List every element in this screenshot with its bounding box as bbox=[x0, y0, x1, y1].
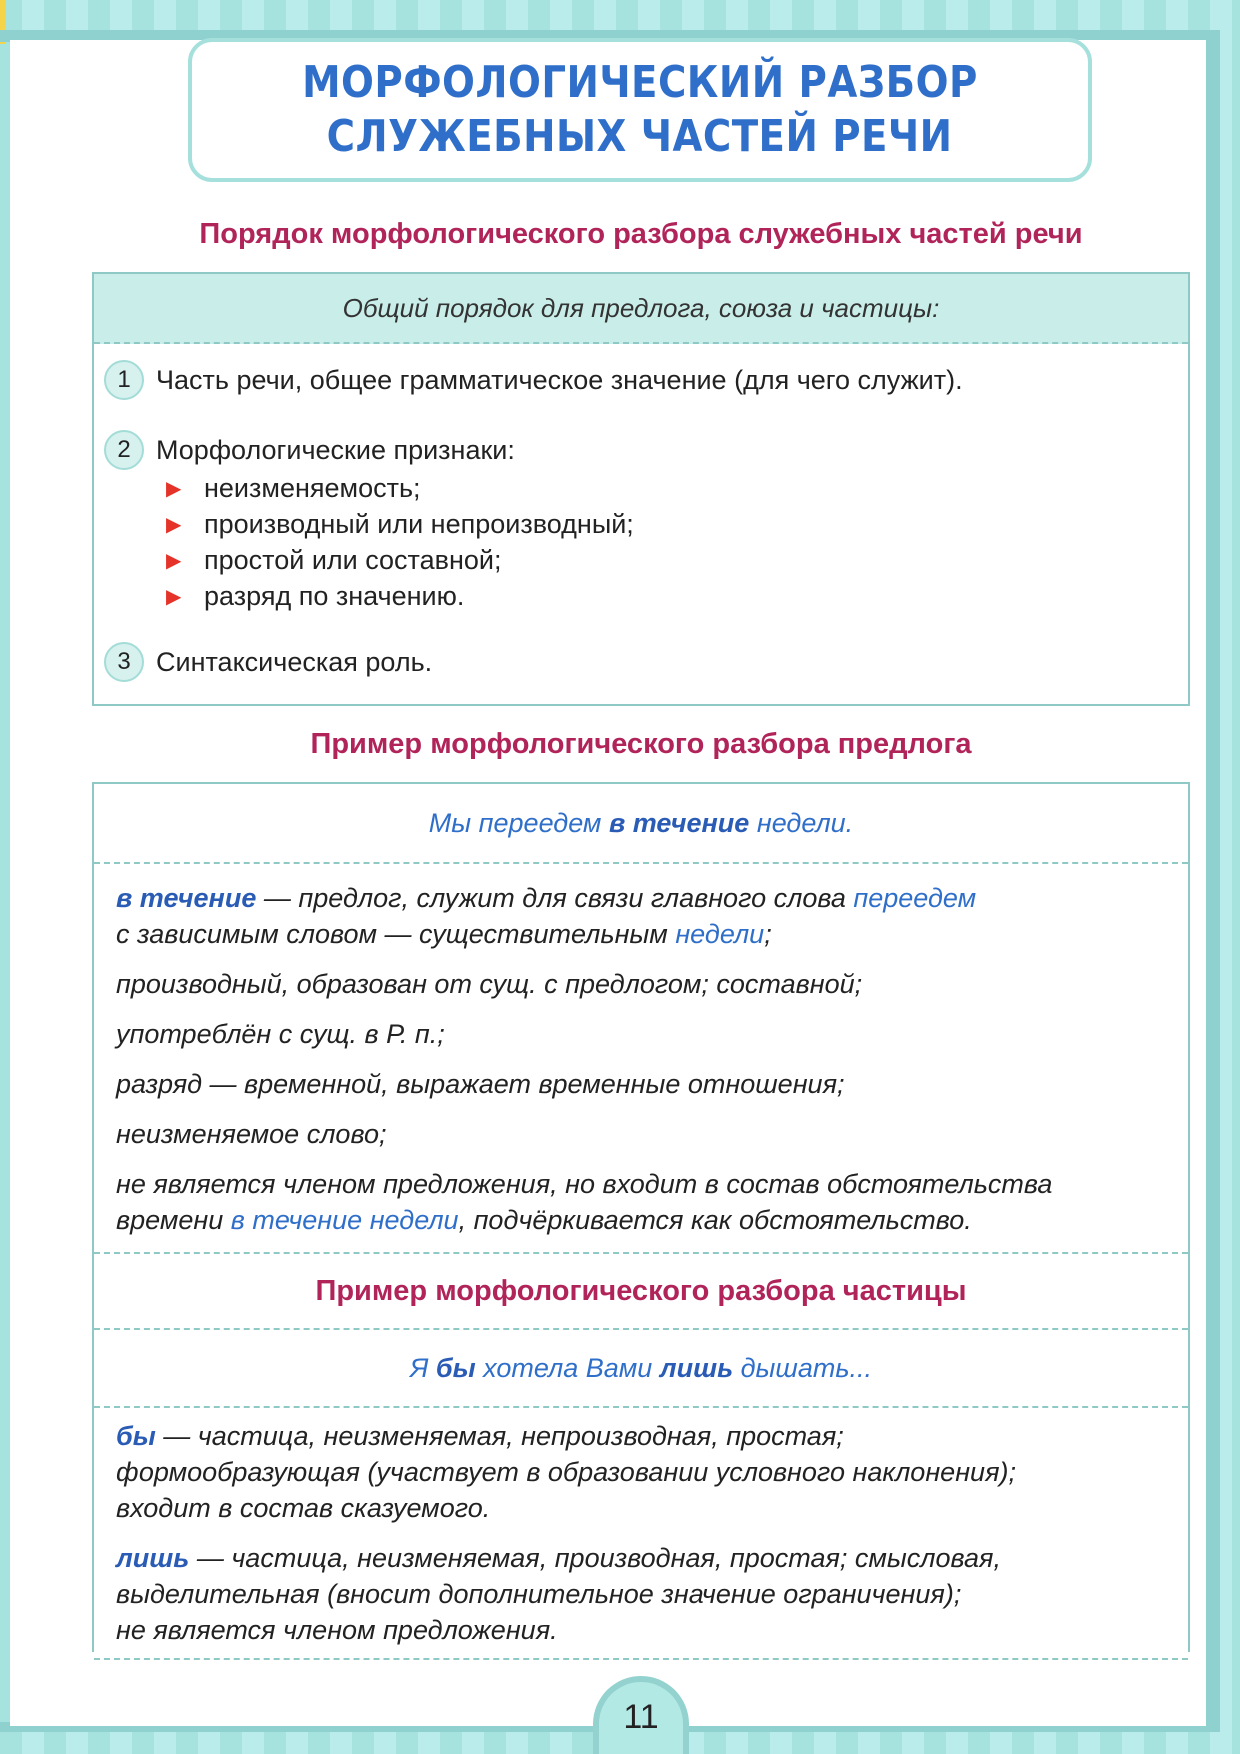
step-1 bbox=[104, 360, 1188, 400]
bullet-item: ▶ неизменяемость; bbox=[166, 472, 421, 503]
particle-example: Я бы хотела Вами лишь дышать... bbox=[94, 1330, 1188, 1408]
particle-heading: Пример морфологического разбора частицы bbox=[94, 1254, 1188, 1330]
preposition-example: Мы переедем в течение недели. bbox=[94, 784, 1188, 864]
step-3 bbox=[104, 642, 1188, 682]
order-heading: Порядок морфологического разбора служебных частей речи bbox=[199, 218, 1083, 250]
step-text: Синтаксическая роль. bbox=[156, 647, 433, 677]
step-number: 2 bbox=[104, 430, 144, 470]
analysis-paragraph: неизменяемое слово; bbox=[116, 1119, 387, 1149]
analysis-paragraph: лишь — частица, неизменяемая, производная, простая; смысловая, выделительная (вносит дополнительное значение ограничения); не является членом предложения. bbox=[116, 1543, 1001, 1645]
frame-right bbox=[1206, 30, 1220, 1730]
triangle-bullet-icon: ▶ bbox=[166, 585, 182, 608]
examples-box bbox=[92, 782, 1190, 1652]
analysis-paragraph: разряд — временной, выражает временные отношения; bbox=[116, 1069, 845, 1099]
step-2 bbox=[104, 430, 1188, 470]
preposition-analysis bbox=[94, 864, 1188, 1254]
triangle-bullet-icon: ▶ bbox=[166, 549, 182, 572]
triangle-bullet-icon: ▶ bbox=[166, 513, 182, 536]
analysis-paragraph: не является членом предложения, но входит в состав обстоятельства времени в течение недели, подчёркивается как обстоятельство. bbox=[116, 1169, 1053, 1235]
step-number: 1 bbox=[104, 360, 144, 400]
title-line-2: СЛУЖЕБНЫХ ЧАСТЕЙ РЕЧИ bbox=[327, 111, 953, 162]
preposition-heading: Пример морфологического разбора предлога bbox=[310, 728, 972, 760]
bullet-item: ▶ производный или непроизводный; bbox=[166, 508, 634, 539]
analysis-paragraph: употреблён с сущ. в Р. п.; bbox=[116, 1019, 445, 1049]
particle-analysis bbox=[94, 1408, 1188, 1660]
analysis-paragraph: производный, образован от сущ. с предлогом; составной; bbox=[116, 969, 863, 999]
analysis-paragraph: бы — частица, неизменяемая, непроизводная, простая; формообразующая (участвует в образовании условного наклонения); входит в состав сказуемого. bbox=[116, 1421, 1016, 1523]
page-number: 11 bbox=[593, 1676, 689, 1754]
order-box bbox=[92, 272, 1190, 706]
step-text: Часть речи, общее грамматическое значение (для чего служит). bbox=[156, 365, 963, 395]
bullet-item: ▶ разряд по значению. bbox=[166, 580, 465, 611]
triangle-bullet-icon: ▶ bbox=[166, 477, 182, 500]
title-line-1: МОРФОЛОГИЧЕСКИЙ РАЗБОР bbox=[302, 57, 978, 108]
step-number: 3 bbox=[104, 642, 144, 682]
order-subheading: Общий порядок для предлога, союза и частицы: bbox=[94, 274, 1188, 344]
step-text: Морфологические признаки: bbox=[156, 435, 515, 465]
analysis-paragraph: в течение — предлог, служит для связи главного слова переедем с зависимым словом — существительным недели; bbox=[116, 883, 977, 949]
title-box bbox=[188, 38, 1092, 182]
bullet-item: ▶ простой или составной; bbox=[166, 544, 502, 575]
